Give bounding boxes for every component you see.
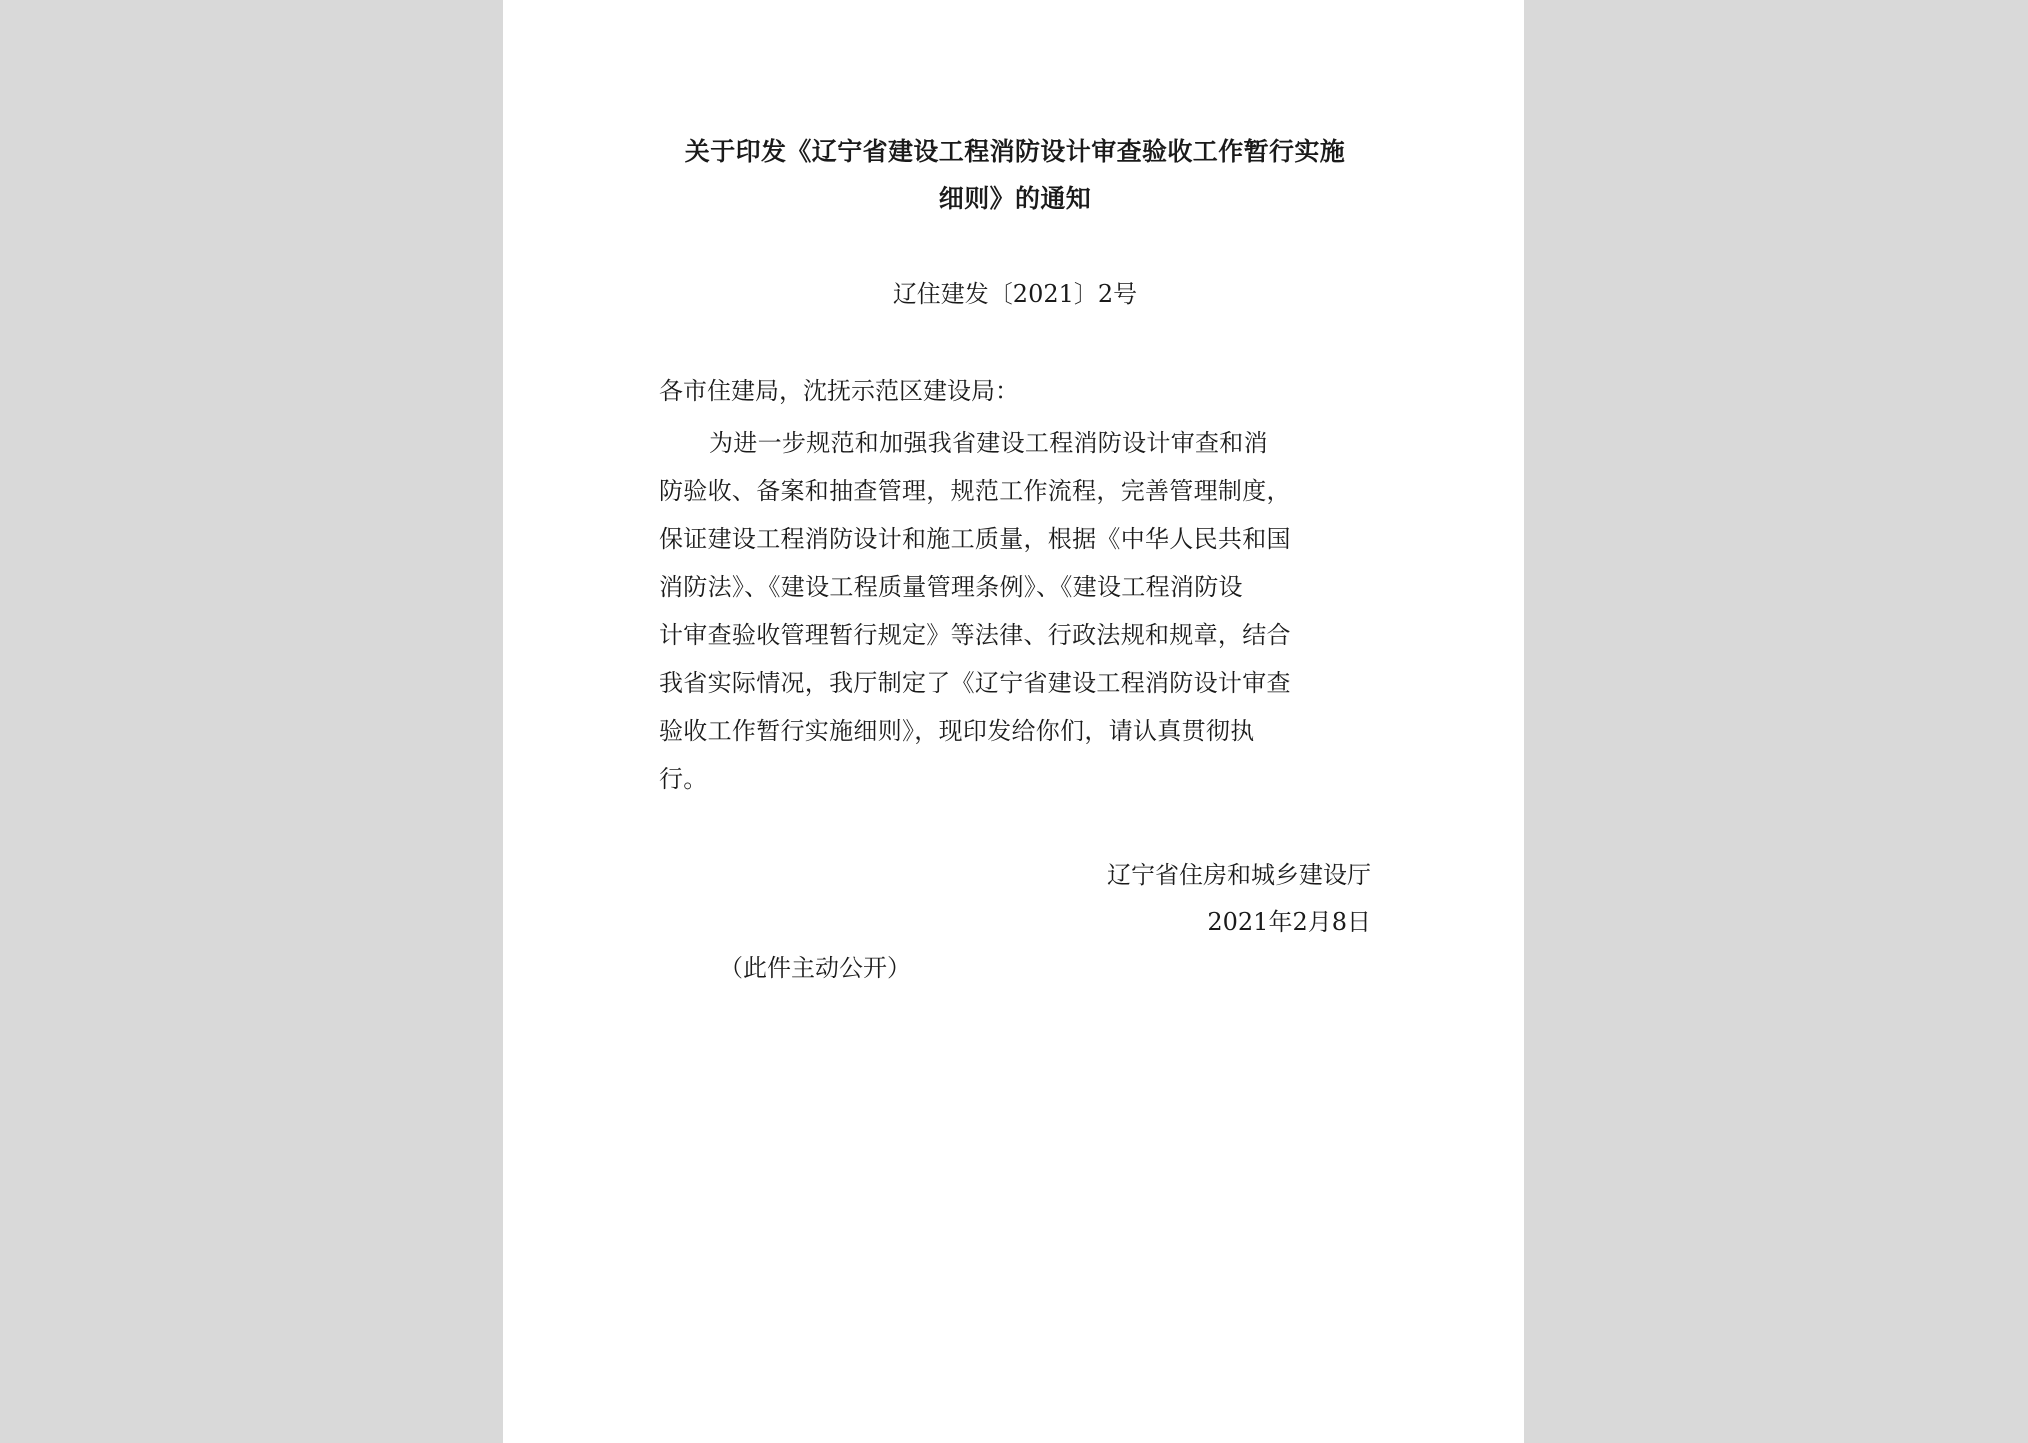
body-line: 为进一步规范和加强我省建设工程消防设计审查和消	[709, 429, 1268, 457]
salutation: 各市住建局，沈抚示范区建设局：	[659, 377, 1019, 405]
notice-title	[659, 128, 1371, 222]
body-line: 验收工作暂行实施细则》，现印发给你们，请认真贯彻执	[659, 717, 1255, 745]
body-line: 防验收、备案和抽查管理，规范工作流程，完善管理制度，	[659, 477, 1291, 505]
body-line: 我省实际情况，我厅制定了《辽宁省建设工程消防设计审查	[659, 669, 1291, 697]
issuer-name: 辽宁省住房和城乡建设厅	[1107, 861, 1371, 889]
document-page	[503, 0, 1524, 1443]
title-line: 关于印发《辽宁省建设工程消防设计审查验收工作暂行实施	[684, 137, 1346, 166]
body-line: 消防法》、《建设工程质量管理条例》、《建设工程消防设	[659, 573, 1243, 601]
body-line: 行。	[659, 765, 708, 793]
signature-block	[1107, 852, 1371, 946]
body-line: 保证建设工程消防设计和施工质量，根据《中华人民共和国	[659, 525, 1291, 553]
title-line: 细则》的通知	[938, 184, 1092, 213]
body-paragraph	[659, 419, 1371, 803]
document-number: 辽住建发〔2021〕2号	[892, 280, 1138, 308]
issue-date: 2021年2月8日	[1207, 908, 1371, 936]
body-line: 计审查验收管理暂行规定》等法律、行政法规和规章，结合	[659, 621, 1291, 649]
disclosure-note: （此件主动公开）	[719, 954, 911, 982]
